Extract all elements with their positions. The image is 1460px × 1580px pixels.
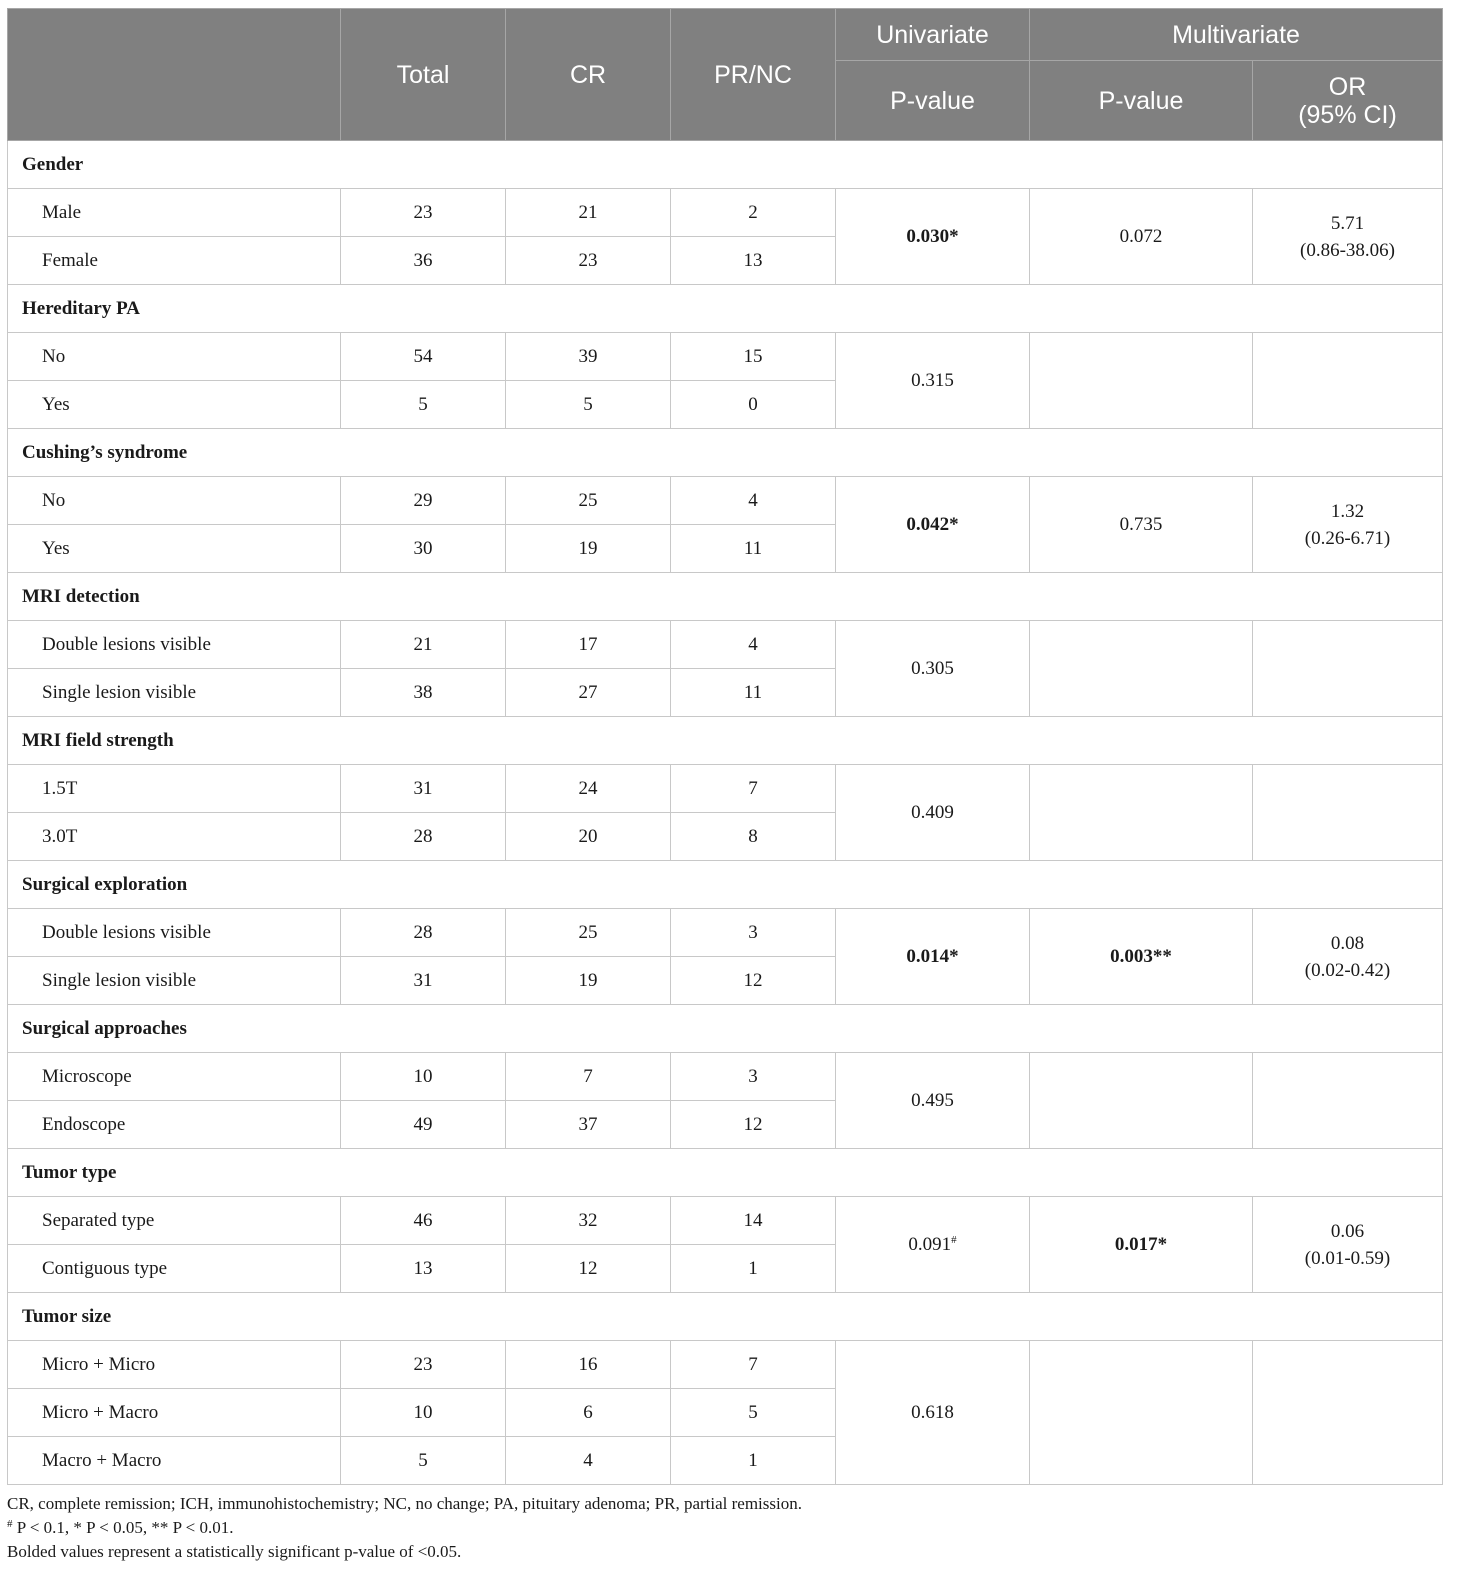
cell-odds-ratio [1253,621,1443,717]
group-label: Cushing’s syndrome [8,429,1443,477]
cell-odds-ratio [1253,1341,1443,1485]
footnotes [7,1492,1442,1564]
cell-odds-ratio [1253,765,1443,861]
cell-total: 10 [341,1389,506,1437]
table-container [7,8,1442,1564]
cell-cr: 4 [506,1437,671,1485]
cell-prnc: 14 [671,1197,836,1245]
cell-odds-ratio [1253,477,1443,573]
cell-total: 29 [341,477,506,525]
header-or [1253,61,1443,141]
cell-prnc: 11 [671,669,836,717]
cell-cr: 27 [506,669,671,717]
row-label: 1.5T [8,765,341,813]
cell-univariate-pvalue [836,621,1030,717]
table-row [8,765,1443,813]
cell-prnc: 4 [671,621,836,669]
group-row [8,717,1443,765]
row-label: Yes [8,381,341,429]
cell-cr: 25 [506,909,671,957]
cell-multivariate-pvalue: 0.003** [1030,909,1253,1005]
cell-multivariate-pvalue [1030,621,1253,717]
cell-odds-ratio [1253,333,1443,429]
group-label: MRI field strength [8,717,1443,765]
group-row [8,141,1443,189]
cell-total: 5 [341,381,506,429]
cell-univariate-pvalue [836,333,1030,429]
cell-cr: 39 [506,333,671,381]
group-label: Surgical approaches [8,1005,1443,1053]
row-label: No [8,477,341,525]
cell-multivariate-pvalue [1030,333,1253,429]
header-or-label: OR [1328,72,1367,101]
group-label: Hereditary PA [8,285,1443,333]
abbreviations-note: CR, complete remission; ICH, immunohistochemistry; NC, no change; PA, pituitary adenoma; PR, partial remission. [7,1494,802,1513]
cell-prnc: 0 [671,381,836,429]
cell-prnc: 2 [671,189,836,237]
group-row [8,861,1443,909]
significance-note [7,1516,1442,1540]
cell-total: 21 [341,621,506,669]
significance-symbol: # [7,1518,13,1530]
group-row [8,429,1443,477]
univariate-pvalue: 0.409 [911,802,954,823]
row-label: Male [8,189,341,237]
header-cr: CR [506,9,671,141]
cell-univariate-pvalue [836,1197,1030,1293]
odds-ratio-ci: (0.02-0.42) [1304,959,1391,981]
cell-total: 30 [341,525,506,573]
odds-ratio-value: 0.06 [1330,1220,1365,1242]
odds-ratio-value: 5.71 [1330,212,1365,234]
table-row [8,1341,1443,1389]
table-row [8,477,1443,525]
cell-cr: 24 [506,765,671,813]
cell-cr: 23 [506,237,671,285]
univariate-pvalue: 0.014* [906,946,959,967]
table-row [8,1053,1443,1101]
cell-prnc: 12 [671,1101,836,1149]
cell-total: 46 [341,1197,506,1245]
cell-total: 13 [341,1245,506,1293]
group-label: Tumor size [8,1293,1443,1341]
cell-cr: 20 [506,813,671,861]
odds-ratio-value: 0.08 [1330,932,1365,954]
univariate-pvalue: 0.315 [911,370,954,391]
group-label: Tumor type [8,1149,1443,1197]
row-label: Endoscope [8,1101,341,1149]
odds-ratio-ci: (0.86-38.06) [1300,239,1395,261]
cell-cr: 25 [506,477,671,525]
group-row [8,285,1443,333]
univariate-pvalue: 0.091 [908,1234,952,1255]
cell-cr: 32 [506,1197,671,1245]
univariate-pvalue: 0.030* [906,226,959,247]
header-or-ci-label: (95% CI) [1298,100,1397,129]
row-label: 3.0T [8,813,341,861]
row-label: Microscope [8,1053,341,1101]
univariate-pvalue: 0.618 [911,1402,954,1423]
row-label: Macro + Macro [8,1437,341,1485]
cell-prnc: 11 [671,525,836,573]
cell-prnc: 8 [671,813,836,861]
group-label: Gender [8,141,1443,189]
cell-total: 49 [341,1101,506,1149]
table-row [8,1197,1443,1245]
cell-total: 5 [341,1437,506,1485]
cell-multivariate-pvalue: 0.017* [1030,1197,1253,1293]
cell-cr: 16 [506,1341,671,1389]
cell-total: 31 [341,765,506,813]
cell-prnc: 4 [671,477,836,525]
cell-cr: 6 [506,1389,671,1437]
cell-cr: 17 [506,621,671,669]
table-header [8,9,1443,141]
cell-cr: 12 [506,1245,671,1293]
row-label: Yes [8,525,341,573]
row-label: Single lesion visible [8,957,341,1005]
cell-cr: 21 [506,189,671,237]
significance-text: P < 0.1, * P < 0.05, ** P < 0.01. [12,1518,234,1537]
results-table [7,8,1443,1485]
odds-ratio-ci: (0.26-6.71) [1304,527,1391,549]
cell-total: 31 [341,957,506,1005]
header-univariate: Univariate [836,9,1030,61]
row-label: Female [8,237,341,285]
group-label: Surgical exploration [8,861,1443,909]
group-row [8,1005,1443,1053]
cell-prnc: 5 [671,1389,836,1437]
cell-odds-ratio [1253,1053,1443,1149]
cell-total: 36 [341,237,506,285]
row-label: Single lesion visible [8,669,341,717]
row-label: Separated type [8,1197,341,1245]
univariate-pvalue: 0.305 [911,658,954,679]
cell-prnc: 12 [671,957,836,1005]
table-row [8,333,1443,381]
cell-odds-ratio [1253,1197,1443,1293]
cell-univariate-pvalue [836,189,1030,285]
cell-total: 23 [341,1341,506,1389]
header-variable [8,9,341,141]
cell-cr: 19 [506,525,671,573]
group-label: MRI detection [8,573,1443,621]
cell-total: 23 [341,189,506,237]
group-row [8,573,1443,621]
cell-multivariate-pvalue [1030,1341,1253,1485]
cell-multivariate-pvalue [1030,1053,1253,1149]
univariate-pvalue: 0.495 [911,1090,954,1111]
cell-cr: 19 [506,957,671,1005]
cell-total: 54 [341,333,506,381]
cell-univariate-pvalue [836,909,1030,1005]
cell-prnc: 1 [671,1245,836,1293]
odds-ratio-value: 1.32 [1330,500,1365,522]
cell-univariate-pvalue [836,1341,1030,1485]
row-label: Micro + Micro [8,1341,341,1389]
cell-multivariate-pvalue: 0.072 [1030,189,1253,285]
cell-total: 28 [341,909,506,957]
header-total: Total [341,9,506,141]
cell-total: 28 [341,813,506,861]
table-row [8,189,1443,237]
row-label: No [8,333,341,381]
header-prnc: PR/NC [671,9,836,141]
table-row [8,909,1443,957]
cell-prnc: 7 [671,765,836,813]
univariate-superscript: # [951,1234,957,1246]
row-label: Contiguous type [8,1245,341,1293]
odds-ratio-ci: (0.01-0.59) [1304,1247,1391,1269]
cell-prnc: 3 [671,1053,836,1101]
header-uni-pvalue: P-value [836,61,1030,141]
table-body [8,141,1443,1485]
cell-odds-ratio [1253,189,1443,285]
cell-multivariate-pvalue: 0.735 [1030,477,1253,573]
univariate-pvalue: 0.042* [906,514,959,535]
cell-prnc: 15 [671,333,836,381]
group-row [8,1293,1443,1341]
cell-prnc: 13 [671,237,836,285]
cell-prnc: 7 [671,1341,836,1389]
row-label: Double lesions visible [8,909,341,957]
group-row [8,1149,1443,1197]
cell-cr: 7 [506,1053,671,1101]
header-multivariate: Multivariate [1030,9,1443,61]
cell-prnc: 3 [671,909,836,957]
cell-total: 10 [341,1053,506,1101]
cell-cr: 37 [506,1101,671,1149]
cell-univariate-pvalue [836,765,1030,861]
cell-odds-ratio [1253,909,1443,1005]
cell-univariate-pvalue [836,477,1030,573]
cell-univariate-pvalue [836,1053,1030,1149]
header-multi-pvalue: P-value [1030,61,1253,141]
cell-cr: 5 [506,381,671,429]
cell-multivariate-pvalue [1030,765,1253,861]
table-row [8,621,1443,669]
cell-prnc: 1 [671,1437,836,1485]
bold-note: Bolded values represent a statistically significant p-value of <0.05. [7,1542,462,1561]
row-label: Micro + Macro [8,1389,341,1437]
row-label: Double lesions visible [8,621,341,669]
cell-total: 38 [341,669,506,717]
